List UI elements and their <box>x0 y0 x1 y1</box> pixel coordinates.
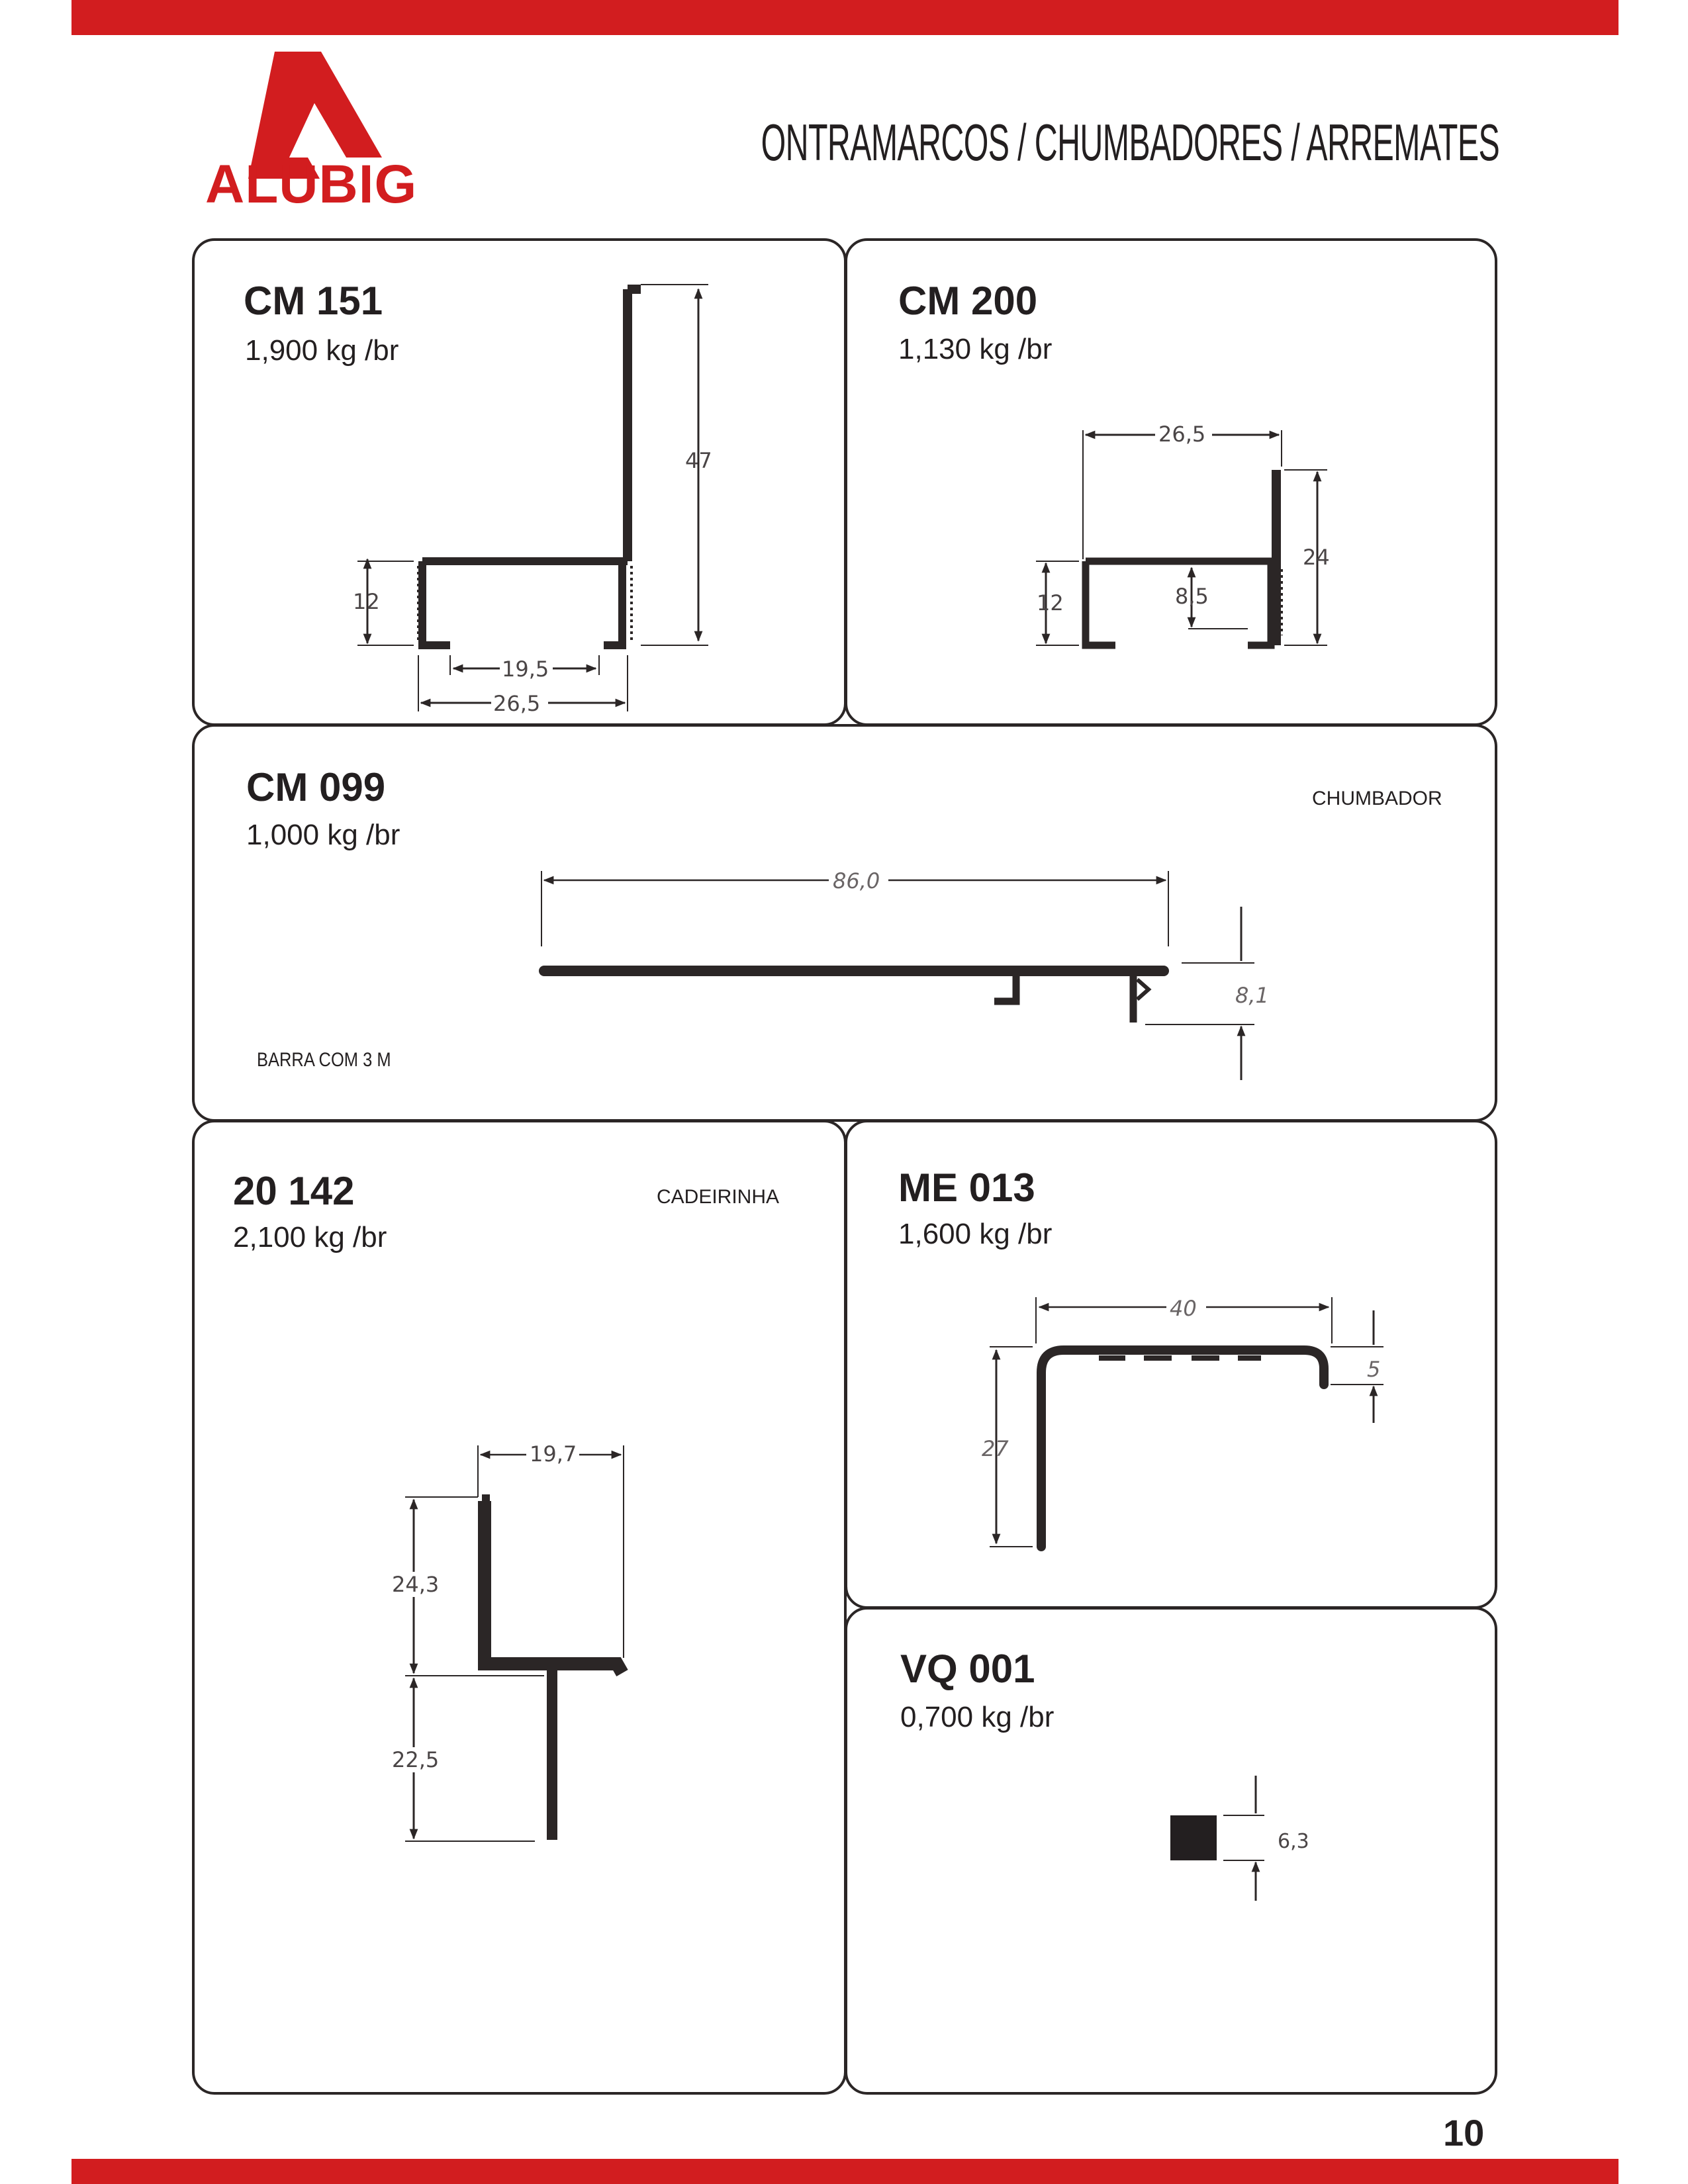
product-code: VQ 001 <box>900 1647 1035 1691</box>
product-weight: 0,700 kg /br <box>900 1701 1055 1733</box>
dimension-label: 5 <box>1367 1357 1381 1382</box>
dimension-label: 12 <box>1037 590 1064 615</box>
product-code: CM 099 <box>246 765 386 809</box>
dimension-label: 6,3 <box>1278 1830 1309 1853</box>
me013-profile-drawing <box>990 1297 1383 1547</box>
dimension-label: 19,5 <box>502 657 549 682</box>
product-code: CM 151 <box>244 279 383 323</box>
bottom-red-bar <box>71 2159 1618 2184</box>
product-weight: 1,900 kg /br <box>245 334 399 367</box>
product-code: CM 200 <box>898 279 1038 323</box>
cm099-profile-drawing <box>541 871 1254 1080</box>
brand-name: ALUBIG <box>205 154 418 214</box>
cm200-profile-drawing <box>1036 430 1327 645</box>
dimension-label: 8,1 <box>1235 983 1269 1008</box>
product-code: ME 013 <box>898 1165 1035 1210</box>
dimension-label: 26,5 <box>1158 422 1206 447</box>
product-weight: 2,100 kg /br <box>233 1221 387 1253</box>
dimension-label: 86,0 <box>833 868 880 893</box>
cm151-profile-drawing <box>357 285 708 711</box>
dimension-label: 19,7 <box>530 1441 577 1467</box>
dimension-label: 47 <box>685 448 712 473</box>
dimension-label: 26,5 <box>493 691 541 716</box>
20142-profile-drawing <box>405 1445 624 1841</box>
vq001-profile-drawing <box>1170 1776 1264 1901</box>
product-tag: CHUMBADOR <box>1312 788 1442 809</box>
dimension-label: 24,3 <box>392 1572 440 1597</box>
product-tag: CADEIRINHA <box>657 1186 780 1208</box>
bar-length-note: BARRA COM 3 M <box>257 1049 391 1071</box>
dimension-label: 22,5 <box>392 1747 440 1772</box>
product-weight: 1,000 kg /br <box>246 819 400 851</box>
dimension-label: 24 <box>1303 545 1330 570</box>
dimension-label: 8,5 <box>1175 584 1209 609</box>
product-weight: 1,600 kg /br <box>898 1218 1053 1250</box>
page-title: ONTRAMARCOS / CHUMBADORES / ARREMATES <box>761 113 1499 171</box>
page-number: 10 <box>1443 2112 1485 2154</box>
product-code: 20 142 <box>233 1169 355 1213</box>
dimension-label: 40 <box>1170 1296 1197 1321</box>
dimension-label: 27 <box>982 1436 1009 1461</box>
dimension-label: 12 <box>353 589 380 614</box>
product-weight: 1,130 kg /br <box>898 333 1053 365</box>
